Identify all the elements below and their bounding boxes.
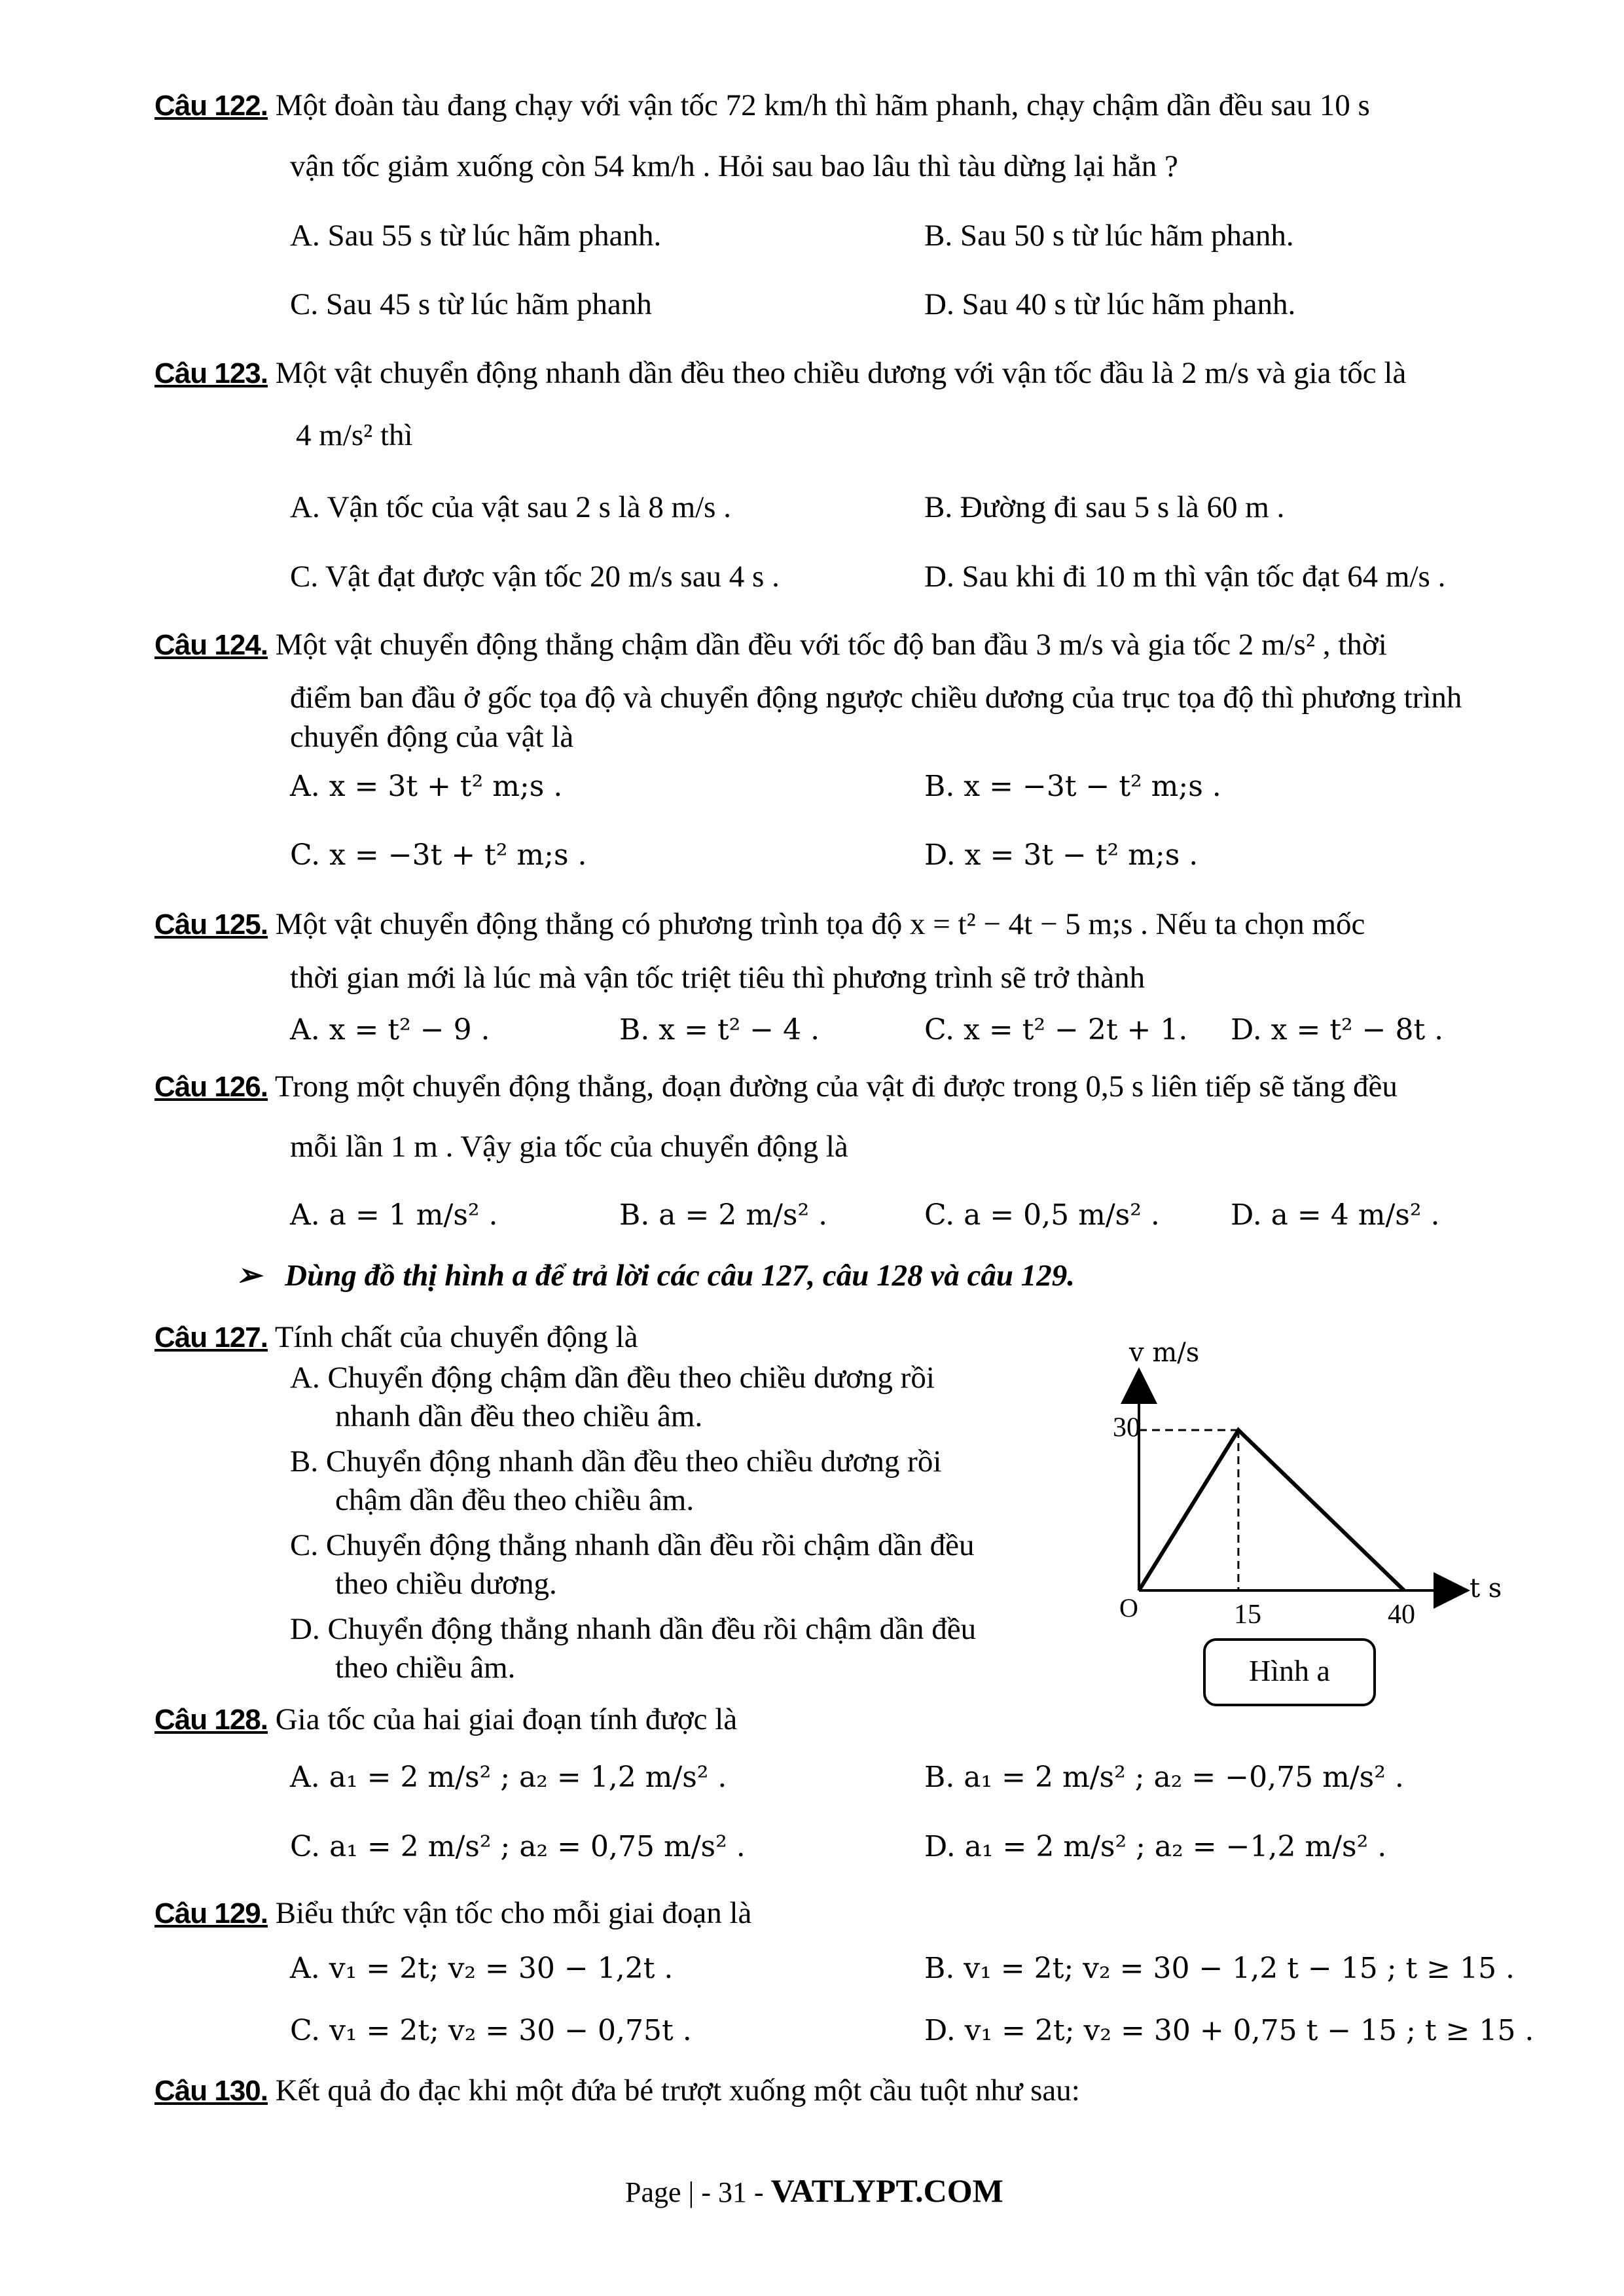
q125-option-c[interactable]: C. x = t² − 2t + 1. <box>924 1013 1188 1047</box>
q127-option-b[interactable]: B. Chuyển động nhanh dần đều theo chiều dương rồi <box>290 1444 942 1479</box>
q123-label: Câu 123. <box>154 357 268 389</box>
x-axis-label: t s <box>1470 1573 1502 1604</box>
q127-option-a[interactable]: A. Chuyển động chậm dần đều theo chiều dương rồi <box>290 1361 935 1395</box>
q122-option-d[interactable]: D. Sau 40 s từ lúc hãm phanh. <box>924 287 1296 321</box>
q130-label: Câu 130. <box>154 2075 268 2107</box>
q126-option-b[interactable]: B. a = 2 m/s² . <box>619 1198 828 1232</box>
q123-stem-line1: Một vật chuyển động nhanh dần đều theo chiều dương với vận tốc đầu là 2 m/s và gia tốc là <box>275 356 1407 390</box>
q129-option-c[interactable]: C. v₁ = 2t; v₂ = 30 − 0,75t . <box>290 2014 692 2047</box>
q127-option-d-cont: theo chiều âm. <box>335 1651 516 1685</box>
q127-stem: Tính chất của chuyển động là <box>274 1320 638 1354</box>
q124-stem-line2: điểm ban đầu ở gốc tọa độ và chuyển động ngược chiều dương của trục tọa độ thì phương trình <box>290 681 1462 715</box>
q129-stem: Biểu thức vận tốc cho mỗi giai đoạn là <box>275 1896 752 1930</box>
q123-option-c[interactable]: C. Vật đạt được vận tốc 20 m/s sau 4 s . <box>290 560 780 594</box>
q126-stem-line2: mỗi lần 1 m . Vậy gia tốc của chuyển động là <box>290 1130 848 1164</box>
q124-option-a[interactable]: A. x = 3t + t² m;s . <box>290 770 563 803</box>
q123-stem-line2: 4 m/s² thì <box>296 418 413 452</box>
q125-label: Câu 125. <box>154 908 268 941</box>
q122-option-a[interactable]: A. Sau 55 s từ lúc hãm phanh. <box>290 219 662 253</box>
q128-option-a[interactable]: A. a₁ = 2 m/s² ; a₂ = 1,2 m/s² . <box>290 1761 727 1794</box>
q126-line1 <box>154 1067 1398 1107</box>
q128-line1 <box>154 1700 737 1740</box>
q127-option-d[interactable]: D. Chuyển động thẳng nhanh dần đều rồi chậm dần đều <box>290 1612 977 1646</box>
q129-line1 <box>154 1893 751 1933</box>
q123-option-d[interactable]: D. Sau khi đi 10 m thì vận tốc đạt 64 m/s . <box>924 560 1446 594</box>
q125-option-d[interactable]: D. x = t² − 8t . <box>1231 1013 1444 1047</box>
q127-line1 <box>154 1318 638 1357</box>
q124-label: Câu 124. <box>154 629 268 661</box>
instruction-bullet: ➢ <box>236 1259 262 1293</box>
q129-option-a[interactable]: A. v₁ = 2t; v₂ = 30 − 1,2t . <box>290 1952 674 1985</box>
q129-option-b[interactable]: B. v₁ = 2t; v₂ = 30 − 1,2 t − 15 ; t ≥ 15 . <box>924 1952 1515 1985</box>
q128-label: Câu 128. <box>154 1704 268 1736</box>
t-end-tick-label: 40 <box>1388 1600 1415 1630</box>
q128-stem: Gia tốc của hai giai đoạn tính được là <box>275 1702 738 1736</box>
page-footer <box>625 2172 1003 2210</box>
q125-stem-line2: thời gian mới là lúc mà vận tốc triệt tiêu thì phương trình sẽ trở thành <box>290 961 1146 995</box>
q122-label: Câu 122. <box>154 90 268 122</box>
q124-stem-line3: chuyển động của vật là <box>290 720 574 754</box>
instruction-text: Dùng đồ thị hình a để trả lời các câu 127, câu 128 và câu 129. <box>285 1259 1075 1293</box>
q122-stem-line1: Một đoàn tàu đang chạy với vận tốc 72 km/h thì hãm phanh, chạy chậm dần đều sau 10 s <box>275 88 1370 122</box>
q129-option-d[interactable]: D. v₁ = 2t; v₂ = 30 + 0,75 t − 15 ; t ≥ 15 . <box>924 2014 1534 2047</box>
q125-line1 <box>154 905 1365 944</box>
q124-option-b[interactable]: B. x = −3t − t² m;s . <box>924 770 1221 803</box>
q126-option-c[interactable]: C. a = 0,5 m/s² . <box>924 1198 1160 1232</box>
velocity-time-graph <box>1074 1329 1558 1721</box>
q124-option-c[interactable]: C. x = −3t + t² m;s . <box>290 838 587 872</box>
q127-option-a-cont: nhanh dần đều theo chiều âm. <box>335 1399 703 1433</box>
q126-stem-line1: Trong một chuyển động thẳng, đoạn đường của vật đi được trong 0,5 s liên tiếp sẽ tăng đều <box>274 1069 1398 1103</box>
q126-label: Câu 126. <box>154 1071 268 1103</box>
q130-line1 <box>154 2071 1080 2111</box>
q128-option-c[interactable]: C. a₁ = 2 m/s² ; a₂ = 0,75 m/s² . <box>290 1830 746 1863</box>
site-name: VATLYPT.COM <box>770 2172 1003 2209</box>
q125-stem-line1: Một vật chuyển động thẳng có phương trình tọa độ x = t² − 4t − 5 m;s . Nếu ta chọn mốc <box>275 907 1365 941</box>
q122-option-c[interactable]: C. Sau 45 s từ lúc hãm phanh <box>290 287 652 321</box>
q122-option-b[interactable]: B. Sau 50 s từ lúc hãm phanh. <box>924 219 1294 253</box>
figure-caption: Hình a <box>1249 1654 1330 1687</box>
q122-stem-line2: vận tốc giảm xuống còn 54 km/h . Hỏi sau bao lâu thì tàu dừng lại hẳn ? <box>290 149 1178 183</box>
q126-option-a[interactable]: A. a = 1 m/s² . <box>290 1198 498 1232</box>
q122-line1 <box>154 86 1370 126</box>
q129-label: Câu 129. <box>154 1897 268 1929</box>
origin-label: O <box>1119 1593 1138 1623</box>
y-axis-label: v m/s <box>1129 1338 1200 1368</box>
q127-option-c-cont: theo chiều dương. <box>335 1567 557 1601</box>
q123-option-b[interactable]: B. Đường đi sau 5 s là 60 m . <box>924 490 1285 524</box>
q124-option-d[interactable]: D. x = 3t − t² m;s . <box>924 838 1199 872</box>
q130-stem: Kết quả đo đạc khi một đứa bé trượt xuống một cầu tuột như sau: <box>275 2073 1080 2108</box>
q125-option-b[interactable]: B. x = t² − 4 . <box>619 1013 820 1047</box>
q127-label: Câu 127. <box>154 1321 268 1354</box>
t-peak-tick-label: 15 <box>1234 1600 1261 1630</box>
q123-line1 <box>154 353 1406 393</box>
q124-stem-line1: Một vật chuyển động thẳng chậm dần đều với tốc độ ban đầu 3 m/s và gia tốc 2 m/s² , thời <box>275 628 1387 662</box>
q125-option-a[interactable]: A. x = t² − 9 . <box>290 1013 490 1047</box>
q127-option-b-cont: chậm dần đều theo chiều âm. <box>335 1483 695 1517</box>
v-max-tick-label: 30 <box>1113 1412 1140 1443</box>
instruction <box>236 1257 1075 1293</box>
q126-option-d[interactable]: D. a = 4 m/s² . <box>1231 1198 1440 1232</box>
q127-option-c[interactable]: C. Chuyển động thẳng nhanh dần đều rồi chậm dần đều <box>290 1528 975 1562</box>
q123-option-a[interactable]: A. Vận tốc của vật sau 2 s là 8 m/s . <box>290 490 731 524</box>
q128-option-b[interactable]: B. a₁ = 2 m/s² ; a₂ = −0,75 m/s² . <box>924 1761 1404 1794</box>
q124-line1 <box>154 625 1387 665</box>
page-number: Page | - 31 - <box>625 2176 764 2208</box>
velocity-series-line <box>1139 1430 1404 1590</box>
q128-option-d[interactable]: D. a₁ = 2 m/s² ; a₂ = −1,2 m/s² . <box>924 1830 1387 1863</box>
